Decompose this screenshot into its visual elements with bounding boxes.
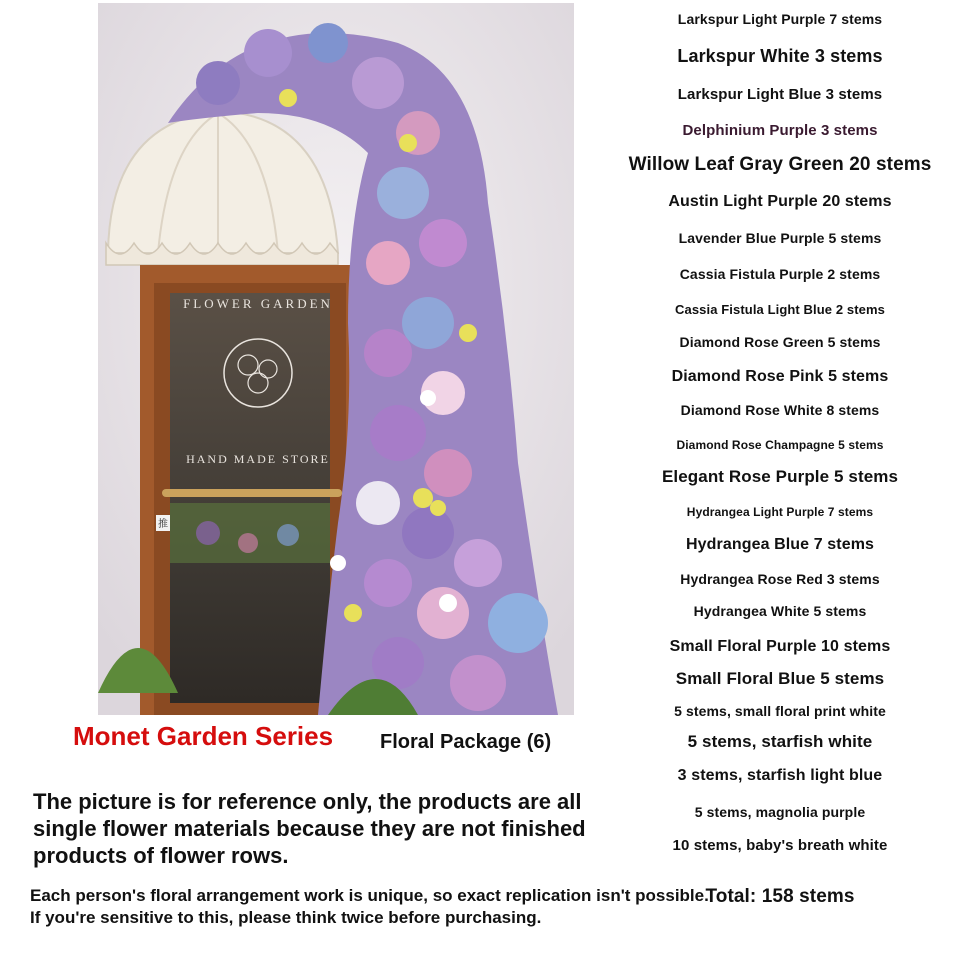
series-title: Monet Garden Series xyxy=(73,721,334,751)
material-item: Austin Light Purple 20 stems xyxy=(668,193,892,210)
material-item: 5 stems, starfish white xyxy=(687,732,873,751)
material-item: Diamond Rose White 8 stems xyxy=(680,402,880,418)
purchase-disclaimer: Each person's floral arrangement work is unique, so exact replication isn't possible. If you're sensitive to this, please think twice before purchasing. xyxy=(30,886,709,927)
material-item: Willow Leaf Gray Green 20 stems xyxy=(628,154,932,175)
material-item: Cassia Fistula Light Blue 2 stems xyxy=(675,302,885,317)
store-sign-bottom: HAND MADE STORE xyxy=(186,452,330,466)
material-item: Larkspur Light Purple 7 stems xyxy=(677,11,883,27)
material-item: 10 stems, baby's breath white xyxy=(672,837,888,854)
product-photo xyxy=(98,3,574,715)
material-item: 3 stems, starfish light blue xyxy=(677,767,883,784)
material-item: Hydrangea White 5 stems xyxy=(693,603,867,619)
material-item: Cassia Fistula Purple 2 stems xyxy=(679,266,881,282)
material-item: Hydrangea Blue 7 stems xyxy=(685,536,875,553)
total-stems: Total: 158 stems xyxy=(705,886,855,907)
material-item: Small Floral Purple 10 stems xyxy=(669,638,891,655)
material-item: Diamond Rose Green 5 stems xyxy=(679,334,881,350)
material-item: Diamond Rose Champagne 5 stems xyxy=(676,438,884,452)
door-push-tag: 推 xyxy=(158,519,168,530)
material-item: Lavender Blue Purple 5 stems xyxy=(678,230,882,246)
material-item: Elegant Rose Purple 5 stems xyxy=(661,467,899,486)
material-list xyxy=(600,0,960,930)
material-item: Larkspur White 3 stems xyxy=(677,46,883,66)
material-item: Diamond Rose Pink 5 stems xyxy=(671,368,889,385)
material-item: Hydrangea Rose Red 3 stems xyxy=(680,571,880,587)
flower-arch-illustration xyxy=(98,3,574,715)
material-item: Small Floral Blue 5 stems xyxy=(675,669,885,688)
material-item: 5 stems, small floral print white xyxy=(674,703,886,719)
material-item: Larkspur Light Blue 3 stems xyxy=(677,86,883,103)
material-item: Delphinium Purple 3 stems xyxy=(682,122,878,139)
store-sign-top: FLOWER GARDEN xyxy=(183,296,333,311)
package-label: Floral Package (6) xyxy=(380,731,552,753)
material-item: Hydrangea Light Purple 7 stems xyxy=(686,505,874,519)
material-item: 5 stems, magnolia purple xyxy=(694,804,866,820)
reference-notice: The picture is for reference only, the products are all single flower materials because they are not finished products of flower rows. xyxy=(33,789,586,868)
